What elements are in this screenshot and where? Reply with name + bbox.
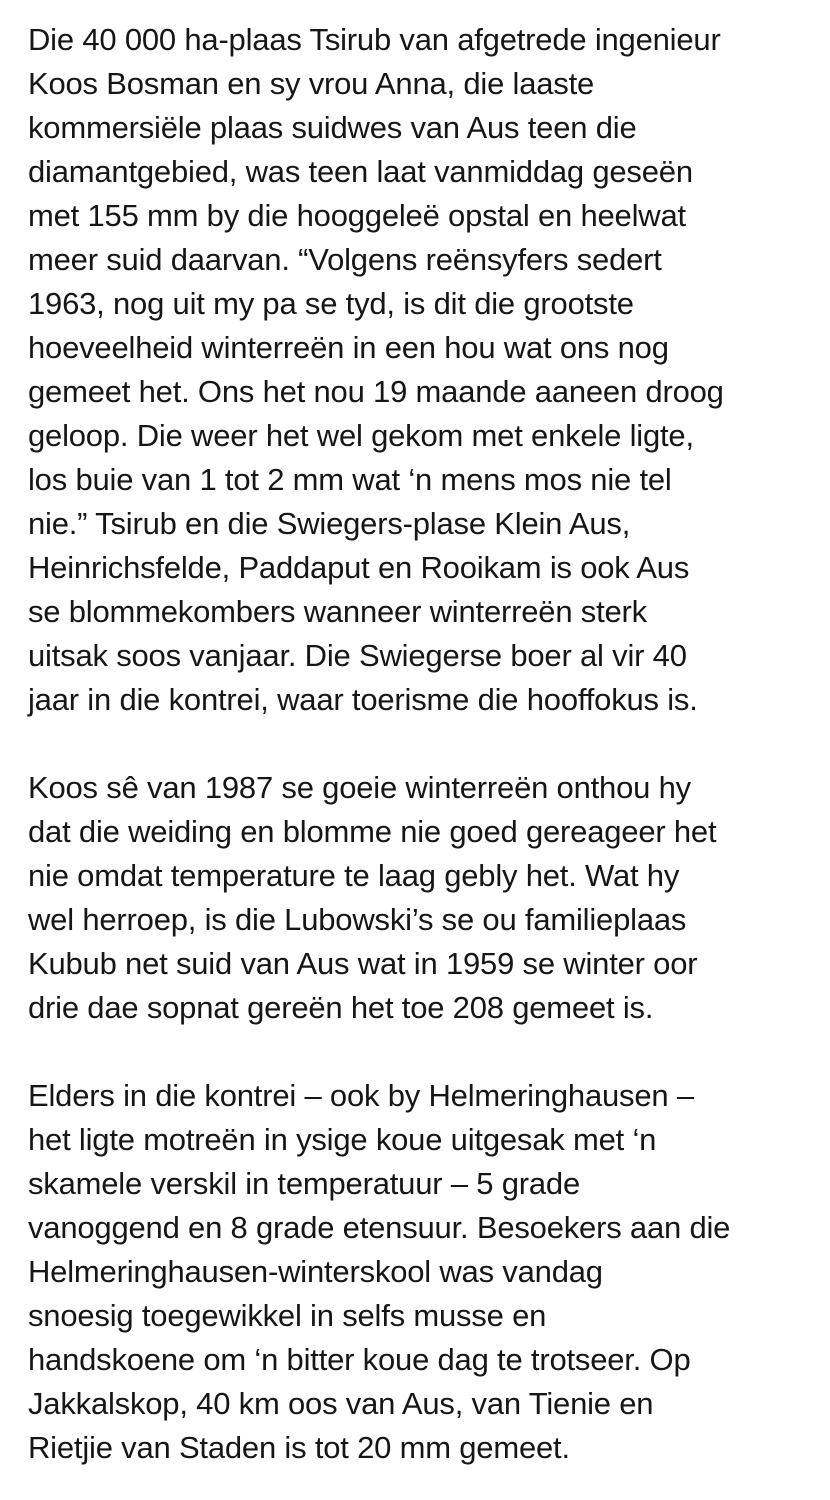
paragraph-spacer (28, 722, 818, 766)
paragraph-spacer (28, 1030, 818, 1074)
text-line: Heinrichsfelde, Paddaput en Rooikam is ook Aus (28, 550, 690, 585)
text-line: Rietjie van Staden is tot 20 mm gemeet. (28, 1430, 570, 1465)
text-line: Koos Bosman en sy vrou Anna, die laaste (28, 66, 595, 101)
text-line: se blommekombers wanneer winterreën sterk (28, 594, 647, 629)
text-line: Helmeringhausen-winterskool was vandag (28, 1254, 603, 1289)
text-line: skamele verskil in temperatuur – 5 grade (28, 1166, 580, 1201)
text-line: diamantgebied, was teen laat vanmiddag geseën (28, 154, 693, 189)
paragraph-2 (28, 766, 818, 1030)
text-line: snoesig toegewikkel in selfs musse en (28, 1298, 547, 1333)
text-line: hoeveelheid winterreën in een hou wat ons nog (28, 330, 669, 365)
text-line: jaar in die kontrei, waar toerisme die hooffokus is. (28, 682, 698, 717)
text-line: geloop. Die weer het wel gekom met enkele ligte, (28, 418, 694, 453)
text-line: vanoggend en 8 grade etensuur. Besoekers aan die (28, 1210, 731, 1245)
article-body (28, 18, 818, 1470)
text-line: Koos sê van 1987 se goeie winterreën onthou hy (28, 770, 691, 805)
text-line: handskoene om ‘n bitter koue dag te trotseer. Op (28, 1342, 691, 1377)
text-line: Kubub net suid van Aus wat in 1959 se winter oor (28, 946, 698, 981)
text-line: kommersiële plaas suidwes van Aus teen die (28, 110, 637, 145)
text-line: nie omdat temperature te laag gebly het. Wat hy (28, 858, 680, 893)
text-line: met 155 mm by die hooggeleë opstal en heelwat (28, 198, 686, 233)
text-line: Elders in die kontrei – ook by Helmeringhausen – (28, 1078, 694, 1113)
text-line: los buie van 1 tot 2 mm wat ‘n mens mos nie tel (28, 462, 672, 497)
text-line: dat die weiding en blomme nie goed gereageer het (28, 814, 717, 849)
text-line: 1963, nog uit my pa se tyd, is dit die grootste (28, 286, 634, 321)
text-line: Jakkalskop, 40 km oos van Aus, van Tienie en (28, 1386, 654, 1421)
text-line: uitsak soos vanjaar. Die Swiegerse boer al vir 40 (28, 638, 687, 673)
text-line: gemeet het. Ons het nou 19 maande aaneen droog (28, 374, 724, 409)
paragraph-1 (28, 18, 818, 722)
text-line: Die 40 000 ha-plaas Tsirub van afgetrede ingenieur (28, 22, 721, 57)
paragraph-3 (28, 1074, 818, 1470)
text-line: nie.” Tsirub en die Swiegers-plase Klein Aus, (28, 506, 631, 541)
text-line: meer suid daarvan. “Volgens reënsyfers sedert (28, 242, 662, 277)
text-line: het ligte motreën in ysige koue uitgesak met ‘n (28, 1122, 657, 1157)
text-line: wel herroep, is die Lubowski’s se ou familieplaas (28, 902, 687, 937)
text-line: drie dae sopnat gereën het toe 208 gemeet is. (28, 990, 654, 1025)
